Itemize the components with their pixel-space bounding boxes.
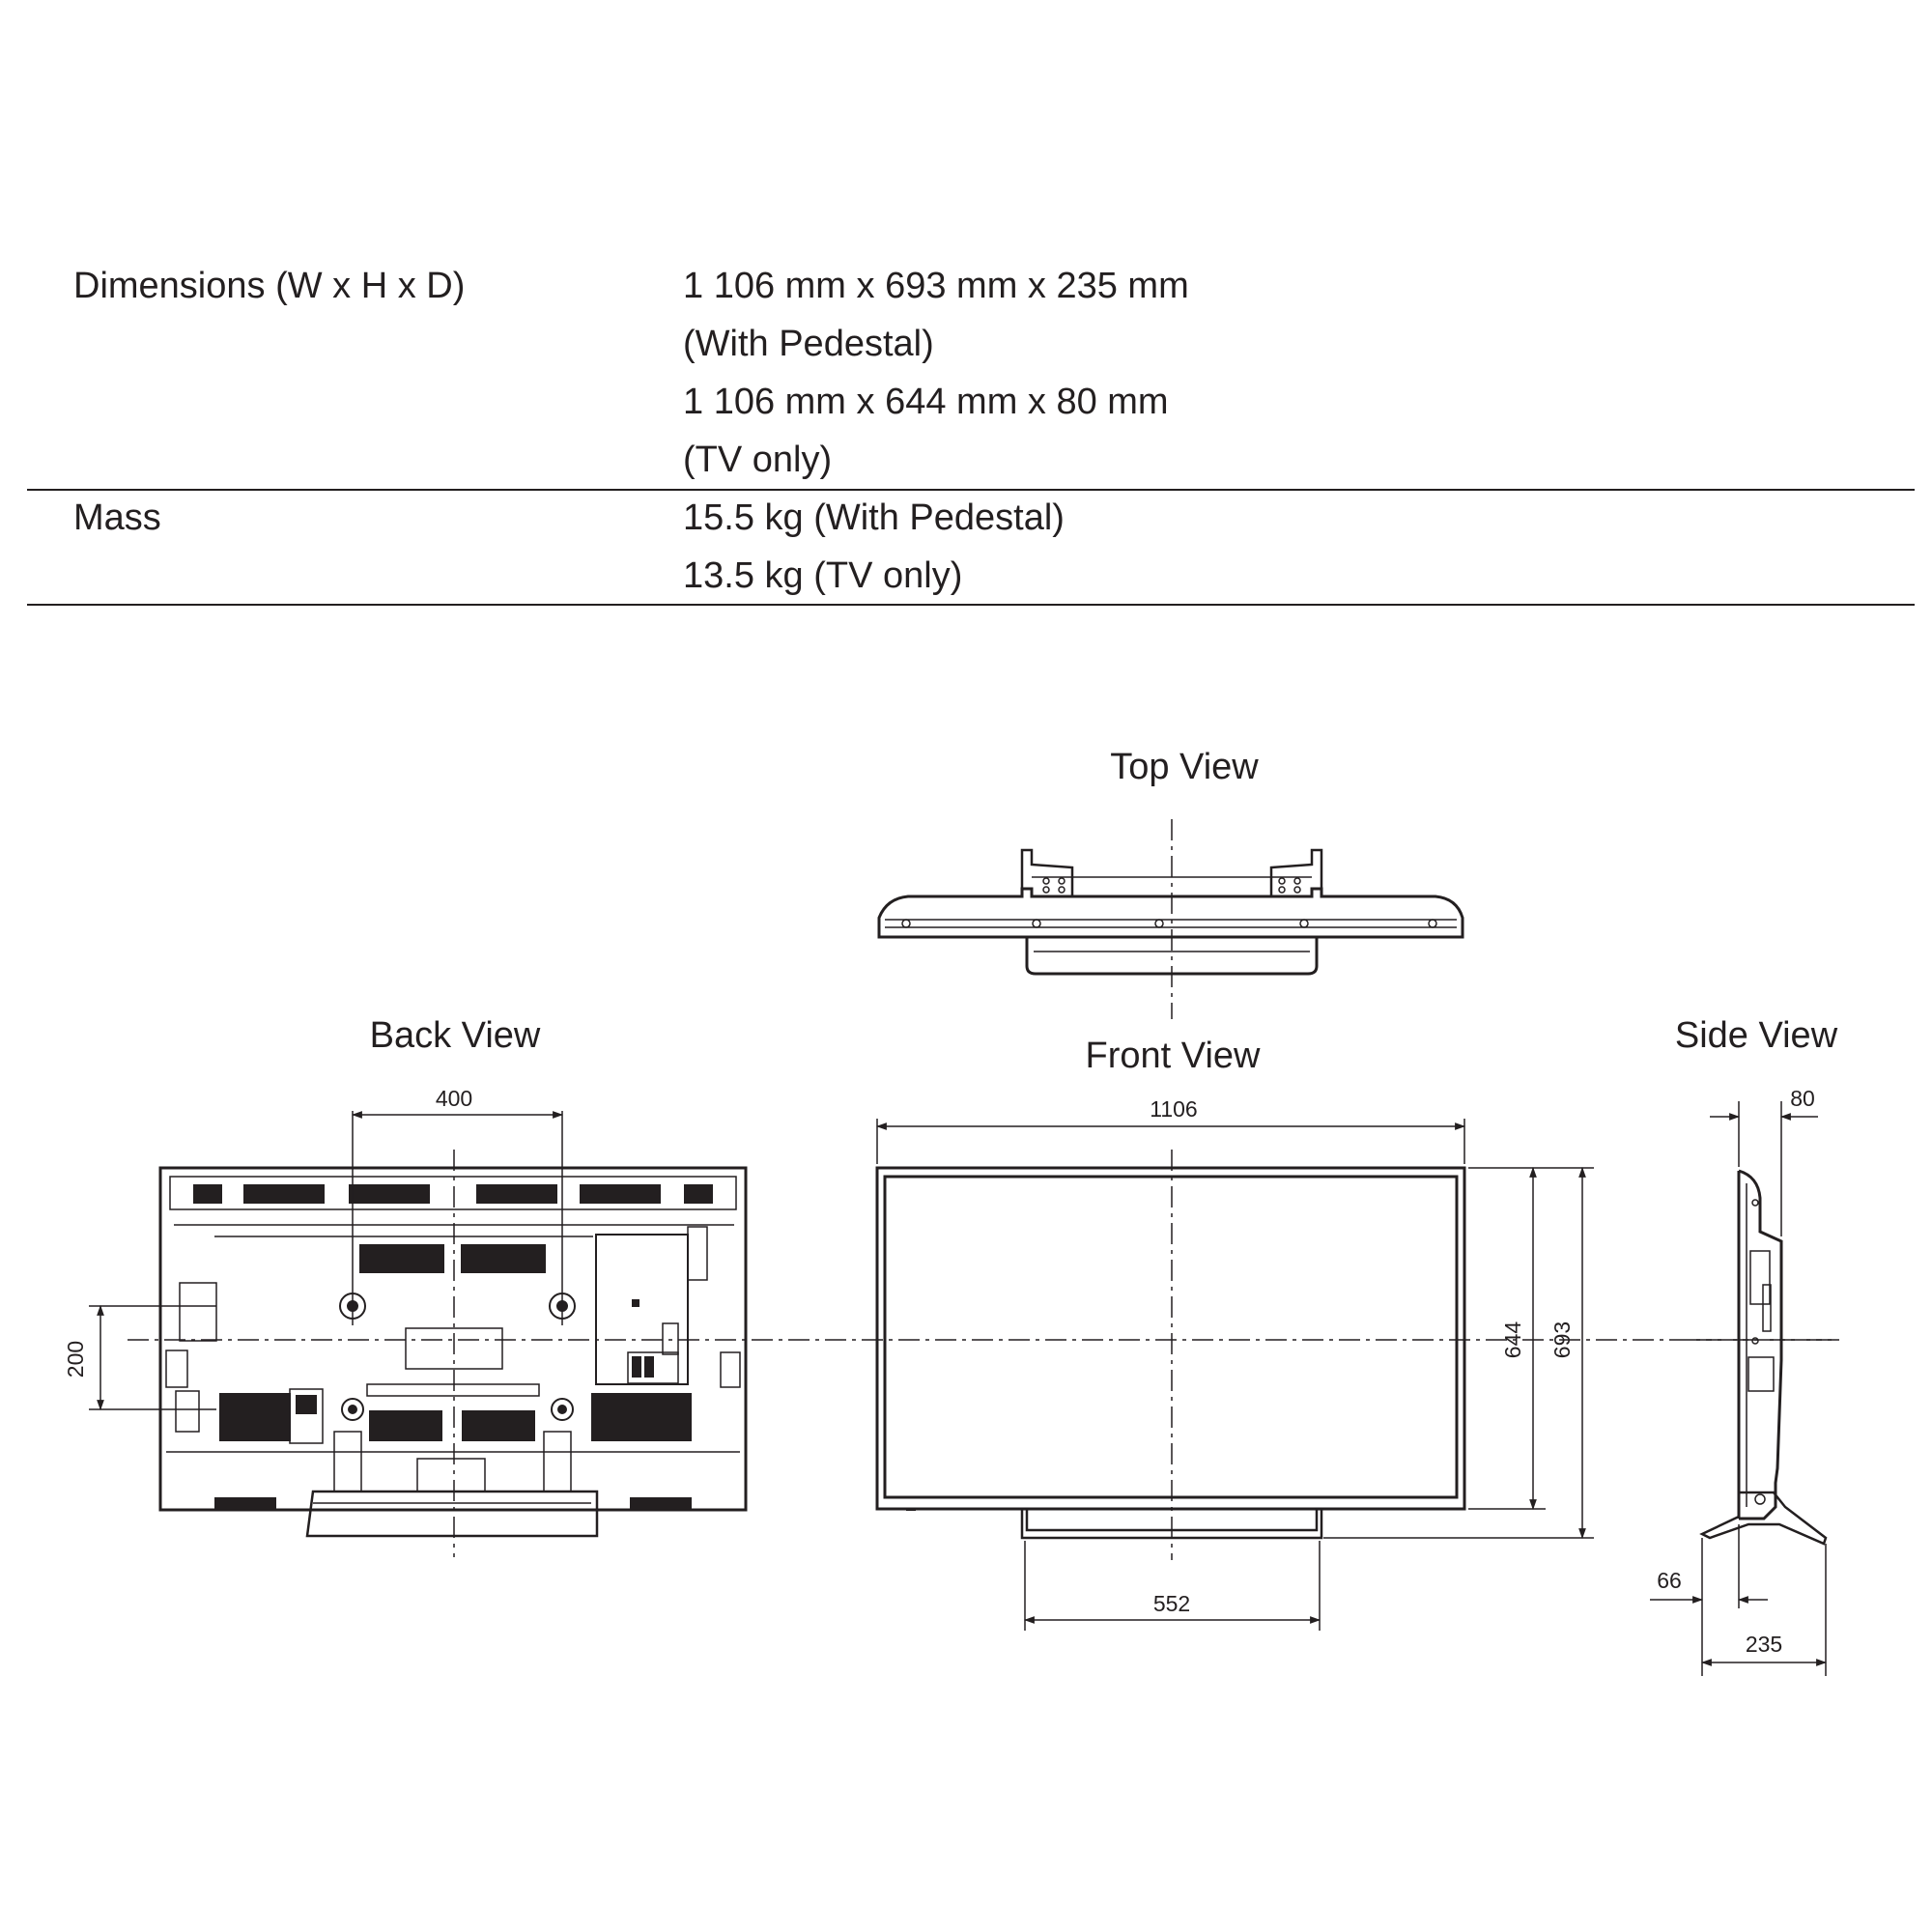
side-view-title: Side View <box>1674 1015 1838 1056</box>
back-view-mid-vents <box>359 1244 546 1273</box>
dimensions-value-line-4: (TV only) <box>683 440 833 480</box>
top-view-panel <box>879 889 1463 937</box>
front-view-width-label: 1106 <box>1150 1096 1198 1122</box>
side-view-offset-label: 66 <box>1657 1568 1682 1593</box>
mass-value-line-1: 15.5 kg (With Pedestal) <box>683 497 1065 538</box>
dimensions-value-line-3: 1 106 mm x 644 mm x 80 mm <box>683 382 1169 422</box>
back-view-title: Back View <box>369 1015 541 1056</box>
front-view-screen <box>885 1177 1457 1497</box>
back-view-vesa-mounts <box>340 1293 575 1420</box>
back-view <box>89 1015 746 1557</box>
side-view-depth-total-label: 235 <box>1745 1632 1783 1657</box>
back-view-width-label: 400 <box>435 1086 473 1111</box>
front-view-dimension-height-tv <box>1500 1168 1533 1509</box>
side-view-dimension-depth-total <box>1702 1632 1826 1662</box>
front-view-height-tv-label: 644 <box>1500 1321 1525 1359</box>
dimensions-value-line-1: 1 106 mm x 693 mm x 235 mm <box>683 266 1189 306</box>
front-view-height-total-label: 693 <box>1549 1321 1575 1359</box>
back-view-dimension-height <box>63 1306 100 1409</box>
front-view-dimension-height-total <box>1549 1168 1582 1538</box>
back-view-terminal-panel <box>596 1235 688 1384</box>
front-view-pedestal-label: 552 <box>1152 1591 1191 1616</box>
back-view-dimension-width <box>353 1086 562 1115</box>
back-view-top-vents <box>193 1184 713 1204</box>
top-view <box>879 747 1463 1019</box>
front-view-dimension-pedestal <box>1025 1591 1320 1620</box>
side-view-panel <box>1739 1171 1781 1519</box>
dimensions-value-line-2: (With Pedestal) <box>683 324 934 364</box>
back-view-pedestal <box>307 1492 597 1536</box>
side-view <box>1675 1015 1839 1676</box>
back-view-height-label: 200 <box>63 1340 88 1378</box>
mass-value-line-2: 13.5 kg (TV only) <box>683 555 963 596</box>
front-view-dimension-width <box>877 1096 1464 1126</box>
mass-label: Mass <box>73 497 161 538</box>
front-view <box>877 1036 1594 1631</box>
top-view-title: Top View <box>1110 747 1259 787</box>
front-view-title: Front View <box>1085 1036 1261 1076</box>
dimensions-label: Dimensions (W x H x D) <box>73 266 466 306</box>
side-view-dimension-offset <box>1650 1568 1768 1600</box>
side-view-dimension-depth-tv <box>1710 1086 1818 1117</box>
front-view-bezel <box>877 1168 1464 1509</box>
side-view-depth-tv-label: 80 <box>1790 1086 1815 1111</box>
